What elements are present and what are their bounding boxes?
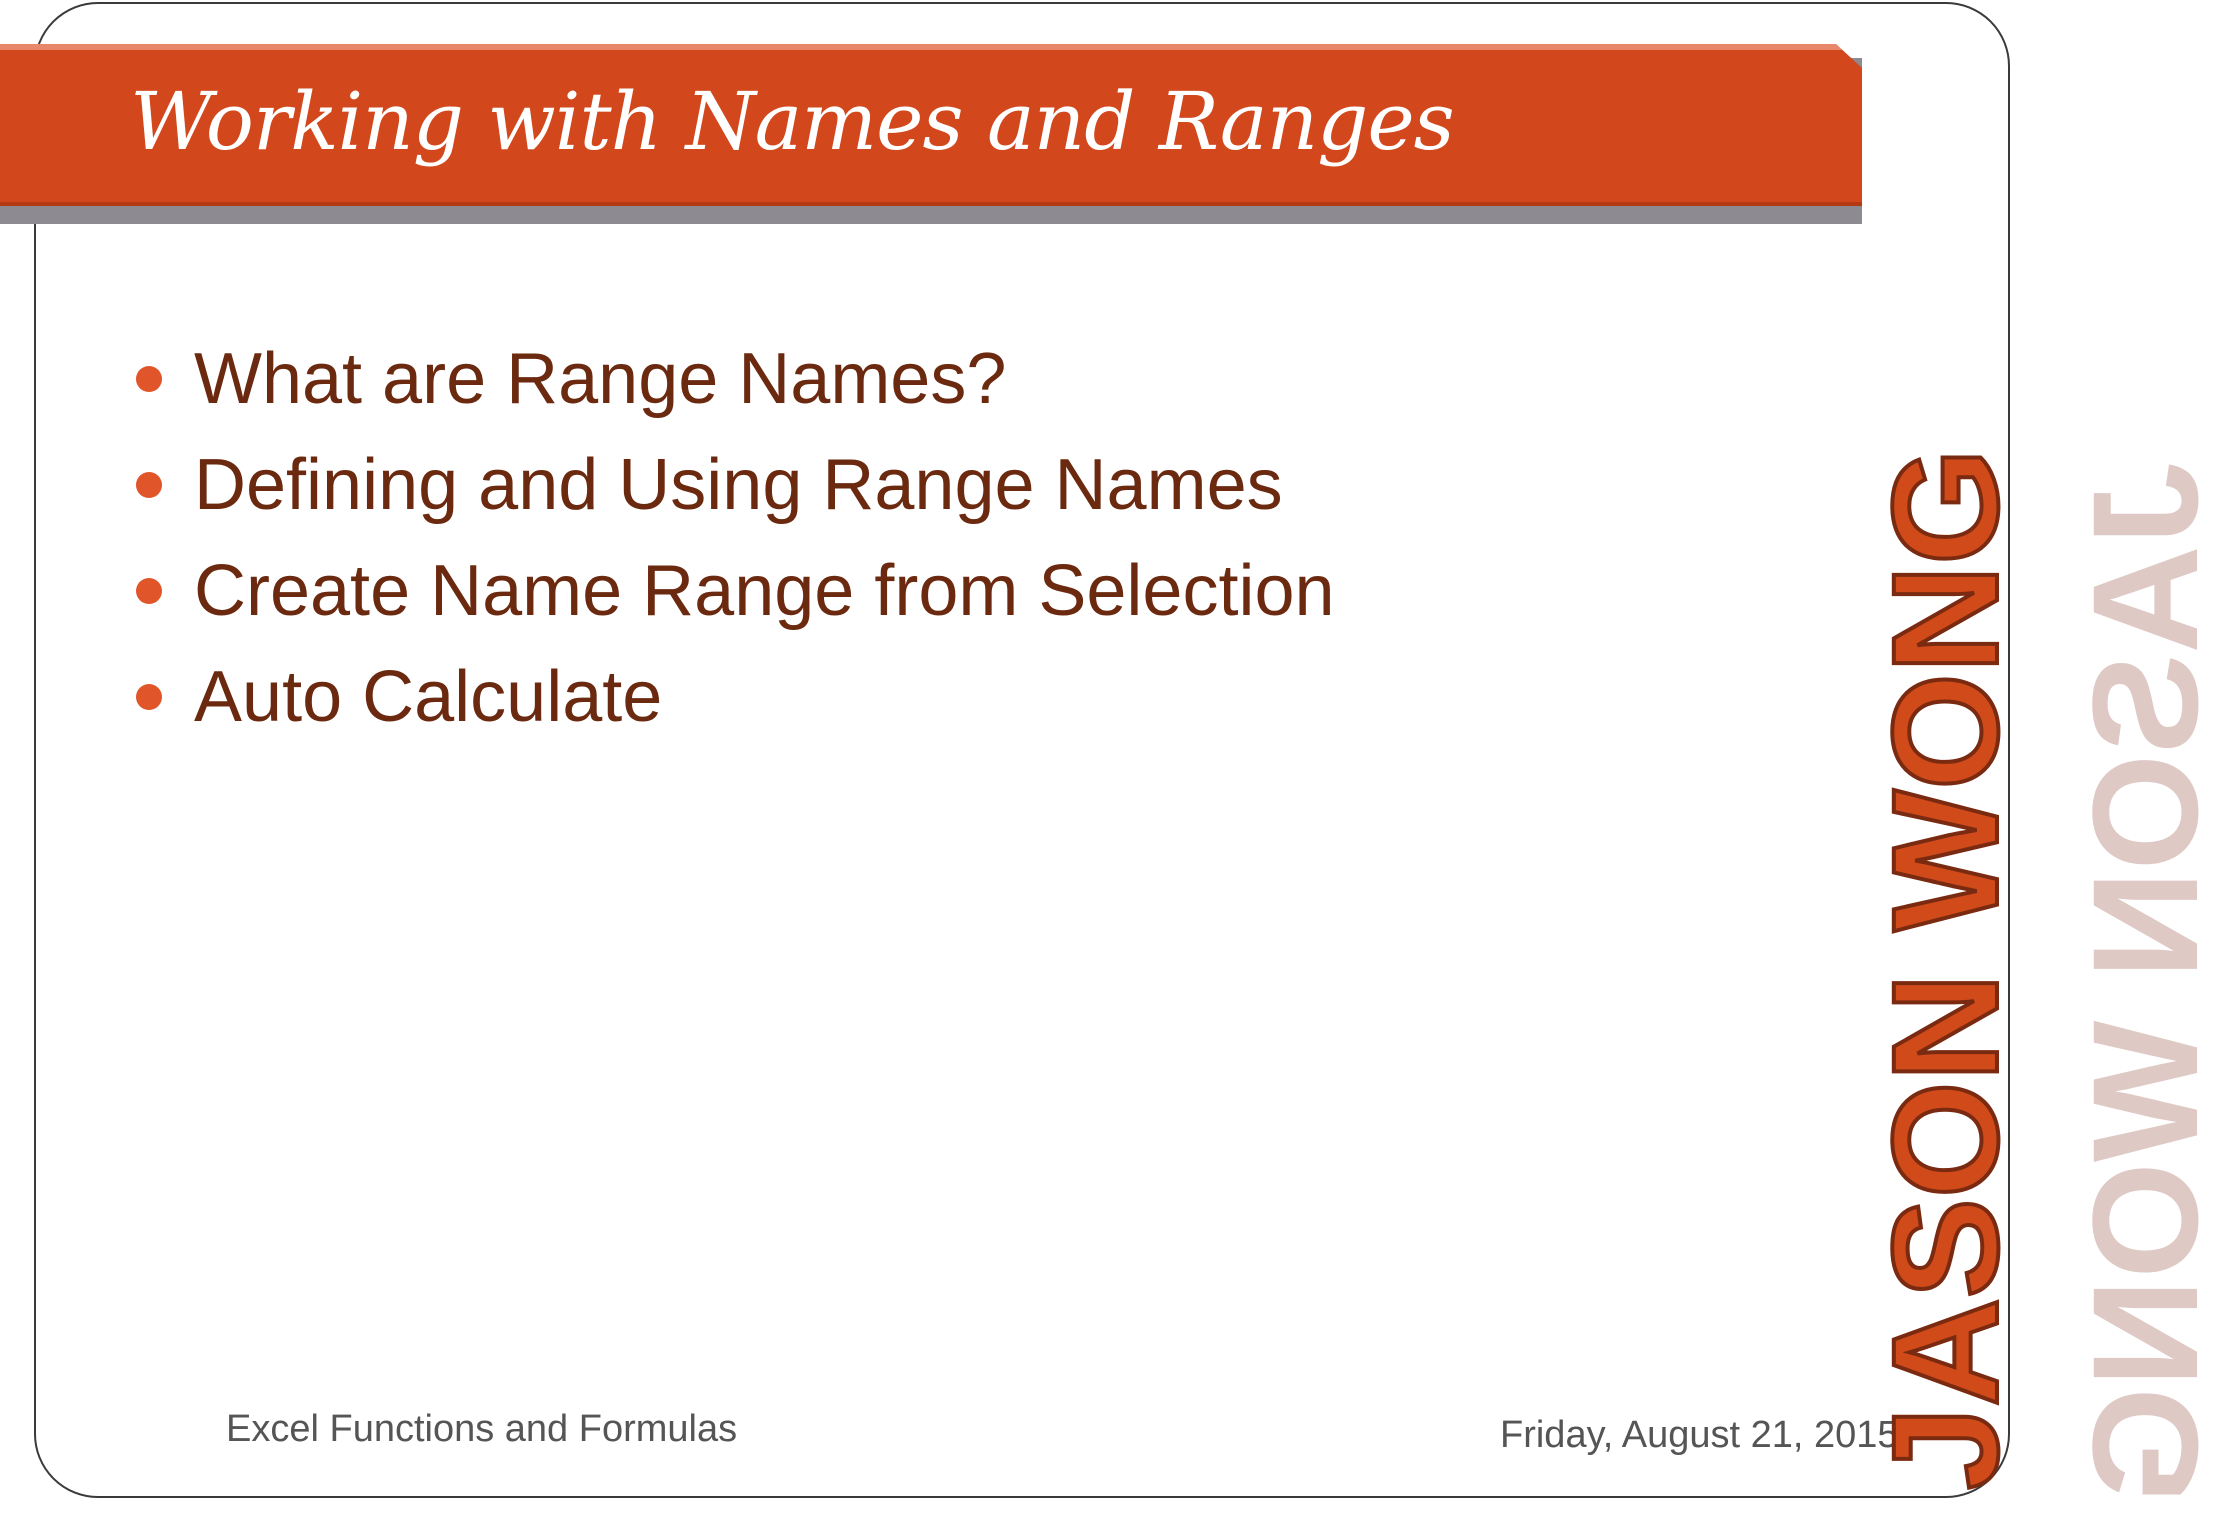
bullet-dot-icon [136, 472, 162, 498]
bullet-dot-icon [136, 578, 162, 604]
watermark-reflection: JASON WONG [2061, 462, 2229, 1504]
bullet-item [136, 538, 1335, 644]
bullet-list [136, 326, 1335, 750]
watermark-text: JASON WONG [1861, 448, 2029, 1490]
bullet-dot-icon [136, 684, 162, 710]
bullet-dot-icon [136, 366, 162, 392]
bullet-item [136, 326, 1335, 432]
bullet-item [136, 432, 1335, 538]
bullet-text: Create Name Range from Selection [194, 551, 1335, 631]
footer-left-text: Excel Functions and Formulas [226, 1408, 738, 1450]
slide-frame [34, 2, 2029, 1498]
bullet-text: Defining and Using Range Names [194, 445, 1283, 525]
bullet-text: What are Range Names? [194, 339, 1007, 419]
slide-title: Working with Names and Ranges [130, 75, 1454, 168]
bullet-item [136, 644, 1335, 750]
footer-date: Friday, August 21, 2015 [1500, 1414, 1899, 1456]
bullet-text: Auto Calculate [194, 657, 663, 737]
